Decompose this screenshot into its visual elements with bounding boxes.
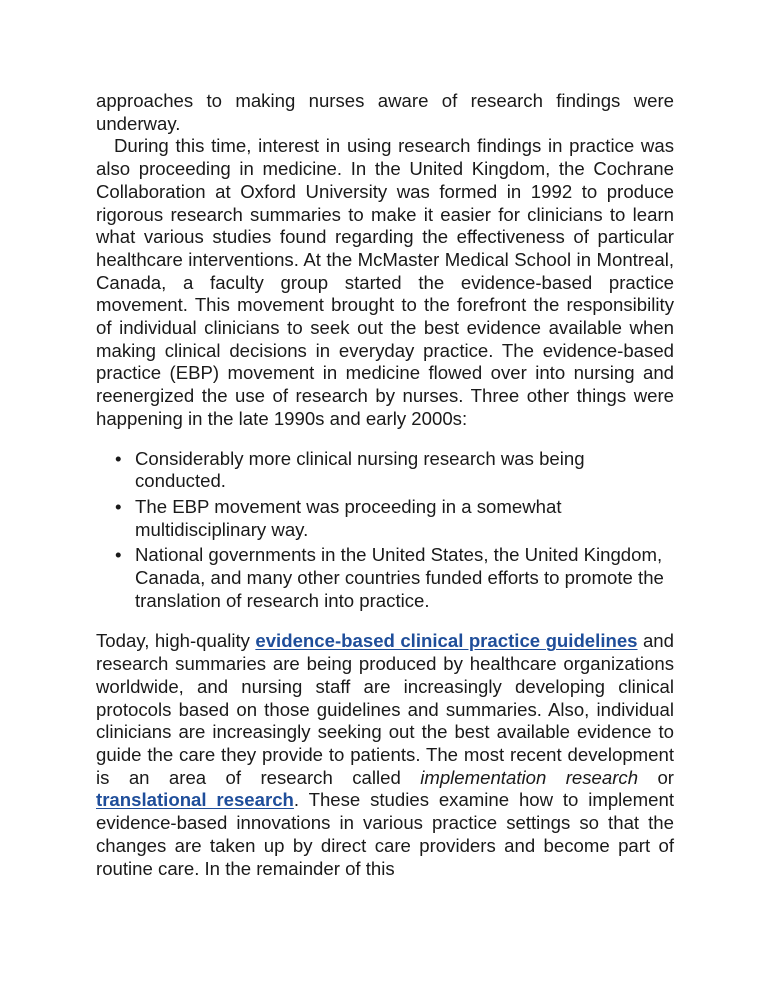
- paragraph-ebp-history: During this time, interest in using research findings in practice was also proceeding in medicine. In the United Kingdom, the Cochrane Collaboration at Oxford University was formed in 1992 to produce rigorous research summaries to make it easier for clinicians to learn what various studies found regarding the effectiveness of particular healthcare interventions. At the McMaster Medical School in Montreal, Canada, a faculty group started the evidence-based practice movement. This movement brought to the forefront the responsibility of individual clinicians to seek out the best evidence available when making clinical decisions in everyday practice. The evidence-based practice (EBP) movement in medicine flowed over into nursing and reenergized the use of research by nurses. Three other things were happening in the late 1990s and early 2000s:: [96, 135, 674, 429]
- bullet-icon: •: [115, 544, 122, 566]
- link-evidence-based-guidelines[interactable]: evidence-based clinical practice guidelines: [255, 630, 638, 652]
- list-item: [115, 447, 674, 493]
- list-item: [115, 544, 674, 612]
- document-page: [96, 90, 674, 880]
- text-segment: . These studies examine how to implement evidence-based innovations in various practice settings so that the changes are taken up by direct care providers and become part of routine care. In the remainder of this: [96, 789, 674, 879]
- text-segment: or: [638, 766, 674, 788]
- list-item-text: Considerably more clinical nursing research was being conducted.: [135, 447, 585, 492]
- list-item-text: The EBP movement was proceeding in a somewhat multidisciplinary way.: [135, 495, 562, 540]
- text-segment: Today, high-quality: [96, 630, 256, 652]
- bullet-icon: •: [115, 495, 122, 517]
- list-item: [115, 495, 674, 541]
- italic-term: implementation research: [420, 766, 639, 788]
- bullet-list: [96, 448, 674, 613]
- paragraph-continuation: approaches to making nurses aware of research findings were underway.: [96, 90, 674, 134]
- text-segment: and research summaries are being produced by healthcare organizations worldwide, and nursing staff are increasingly developing clinical protocols based on those guidelines and summaries. Also, individual clinicians are increasingly seeking out the best available evidence to guide the care they provide to patients. The most recent development is an area of research called: [96, 630, 674, 788]
- list-item-text: National governments in the United States, the United Kingdom, Canada, and many other countries funded efforts to promote the translation of research into practice.: [135, 544, 664, 611]
- link-translational-research[interactable]: translational research: [96, 789, 294, 811]
- paragraph-guidelines: [96, 630, 674, 880]
- bullet-icon: •: [115, 447, 122, 469]
